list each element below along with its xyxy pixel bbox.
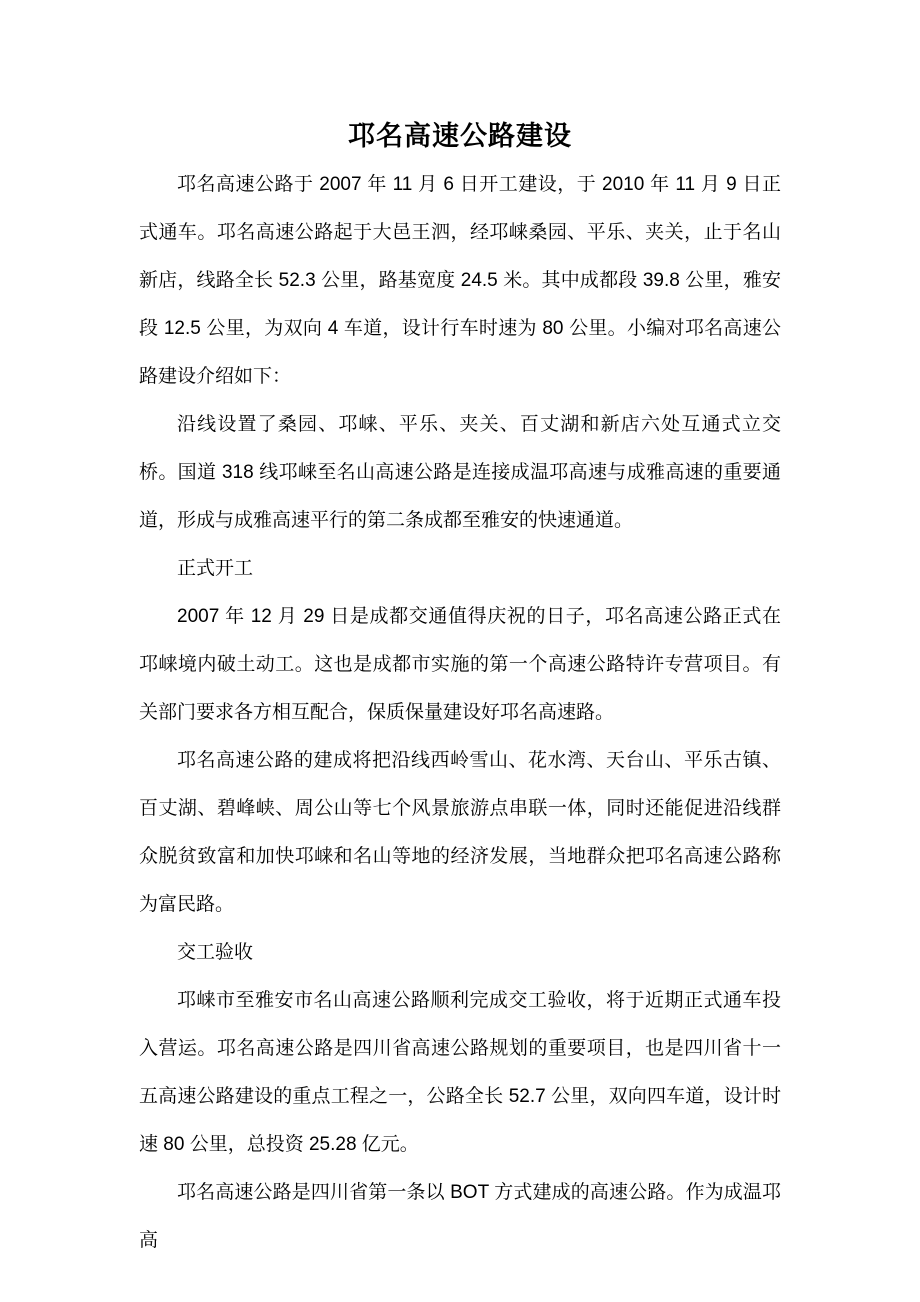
section-heading-acceptance: 交工验收: [177, 942, 254, 963]
section-heading-official-start: 正式开工: [177, 558, 254, 579]
paragraph-scenic-spots: 邛名高速公路的建成将把沿线西岭雪山、花水湾、天台山、平乐古镇、百丈湖、碧峰峡、周公山等七个风景旅游点串联一体，同时还能促进沿线群众脱贫致富和加快邛崃和名山等地的经济发展，当地群众把邛名高速公路称为富民路。: [139, 750, 781, 915]
paragraph-interchanges: 沿线设置了桑园、邛崃、平乐、夹关、百丈湖和新店六处互通式立交桥。国道 318 线邛崃至名山高速公路是连接成温邛高速与成雅高速的重要通道，形成与成雅高速平行的第二条成都至雅安的快速通道。: [139, 414, 781, 531]
paragraph-acceptance-details: 邛崃市至雅安市名山高速公路顺利完成交工验收，将于近期正式通车投入营运。邛名高速公路是四川省高速公路规划的重要项目，也是四川省十一五高速公路建设的重点工程之一，公路全长 52.7 公里，双向四车道，设计时速 80 公里，总投资 25.28 亿元。: [139, 990, 781, 1155]
document-title: 邛名高速公路建设: [348, 121, 572, 151]
paragraph-intro: 邛名高速公路于 2007 年 11 月 6 日开工建设，于 2010 年 11 月 9 日正式通车。邛名高速公路起于大邑王泗，经邛崃桑园、平乐、夹关，止于名山新店，线路全长 52.3 公里，路基宽度 24.5 米。其中成都段 39.8 公里，雅安段 12.5 公里，为双向 4 车道，设计行车时速为 80 公里。小编对邛名高速公路建设介绍如下：: [139, 174, 781, 387]
paragraph-bot-truncated: 邛名高速公路是四川省第一条以 BOT 方式建成的高速公路。作为成温邛高: [139, 1182, 781, 1251]
paragraph-groundbreaking: 2007 年 12 月 29 日是成都交通值得庆祝的日子，邛名高速公路正式在邛崃境内破土动工。这也是成都市实施的第一个高速公路特许专营项目。有关部门要求各方相互配合，保质保量建设好邛名高速路。: [139, 606, 781, 723]
